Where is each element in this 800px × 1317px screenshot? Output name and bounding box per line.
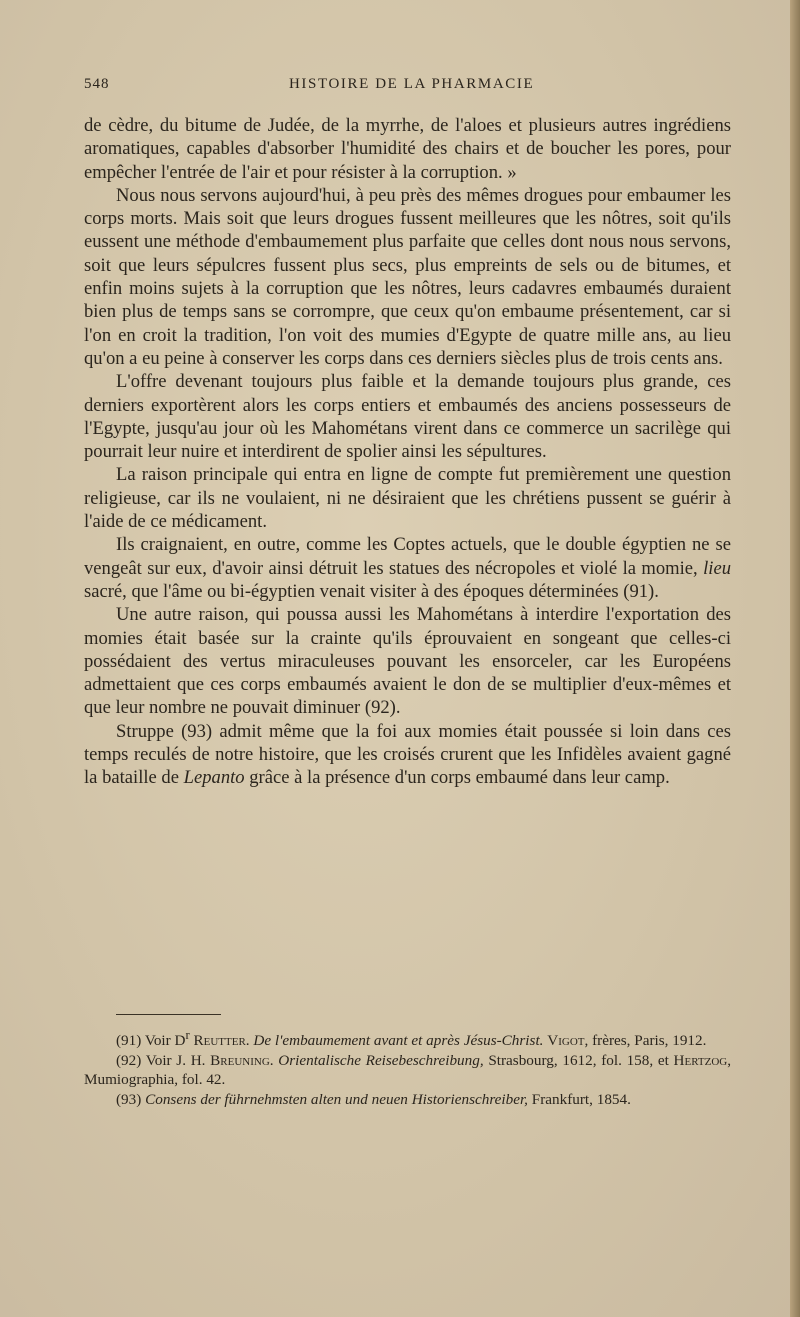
work-title: De l'embaumement avant et après Jésus-Christ. [253,1032,544,1050]
emphasis: Lepanto [183,767,245,789]
footnote-92: (92) Voir J. H. Breuning. Orientalische Reisebeschreibung, Strasbourg, 1612, fol. 158, et Hertzog, Mumiographia, fol. 42. [84,1051,732,1089]
footnote-rule [116,1014,221,1015]
footnotes [84,1026,731,1109]
author-name: Reutter [193,1032,246,1050]
page-number: 548 [84,76,110,92]
main-text [84,114,731,790]
page-edge [790,0,800,1317]
paragraph-continuation: de cèdre, du bitume de Judée, de la myrrhe, de l'aloes et plusieurs autres ingrédiens aromatiques, capables d'absorber l'humidité des chairs et de boucher les pores, pour empêcher l'entrée de l'air et pour résister à la corruption. » [84,115,731,183]
footnote-91: (91) Voir $D^r$ Reutter. De l'embaumement avant et après Jésus-Christ. Vigot, frères, Paris, 1912. [116,1028,707,1050]
author-name: Breuning [210,1051,270,1069]
running-title: HISTOIRE DE LA PHARMACIE [289,76,535,92]
running-header [84,76,738,96]
paragraph: Nous nous servons aujourd'hui, à peu près des mêmes drogues pour embaumer les corps morts. Mais soit que leurs drogues fussent meilleures que les nôtres, soit qu'ils eussent une méthode d'embaumement plus parfaite que celles dont nous nous servons, soit que leurs sépulcres fussent plus secs, plus empreints de sels ou de bitumes, et enfin moins sujets à la corruption que les nôtres, leurs cadavres embaumés duraient bien plus de temps sans se corrompre, que ceux qu'on embaume présentement, car si l'on en croit la tradition, l'on voit des mumies d'Egypte de quatre mille ans, au lieu qu'on a eu peine à conserver les corps dans ces derniers siècles plus de trois cents ans. [84,184,731,369]
paragraph: L'offre devenant toujours plus faible et la demande toujours plus grande, ces derniers exportèrent alors les corps entiers et embaumés des anciens possesseurs de l'Egypte, jusqu'au jour où les Mahométans virent dans ce commerce un sacrilège qui pourrait leur nuire et interdirent de spolier ainsi les sépultures. [84,371,731,463]
publisher-name: Vigot [547,1032,585,1050]
work-title: Orientalische Reisebeschreibung, [278,1051,484,1069]
paragraph: Ils craignaient, en outre, comme les Coptes actuels, que le double égyptien ne se vengeât sur eux, d'avoir ainsi détruit les statues des nécropoles et violé la momie, lieu sacré, que l'âme ou bi-égyptien venait visiter à des époques déterminées (91). [84,534,731,602]
paragraph: Struppe (93) admit même que la foi aux momies était poussée si loin dans ces temps reculés de notre histoire, que les croisés crurent que les Infidèles avaient gagné la bataille de Lepanto grâce à la présence d'un corps embaumé dans leur camp. [84,720,731,789]
work-title: Consens der führnehmsten alten und neuen Historienschreiber, [145,1090,528,1108]
paragraph: Une autre raison, qui poussa aussi les Mahométans à interdire l'exportation des momies était basée sur la crainte qu'ils éprouvaient en songeant que celles-ci possédaient des vertus miraculeuses pouvant les ensorceler, car les Européens admettaient que ces corps embaumés avaient le don de se multiplier d'eux-mêmes et que leur nombre ne pouvait diminuer (92). [84,604,731,719]
emphasis: lieu [703,557,731,579]
footnote-93: (93) Consens der führnehmsten alten und neuen Historienschreiber, Frankfurt, 1854. [116,1090,631,1108]
paragraph: La raison principale qui entra en ligne de compte fut premièrement une question religieuse, car ils ne voulaient, ni ne désiraient que les chrétiens pussent se guérir à l'aide de ce médicament. [84,464,731,533]
author-name: Hertzog [673,1051,728,1069]
